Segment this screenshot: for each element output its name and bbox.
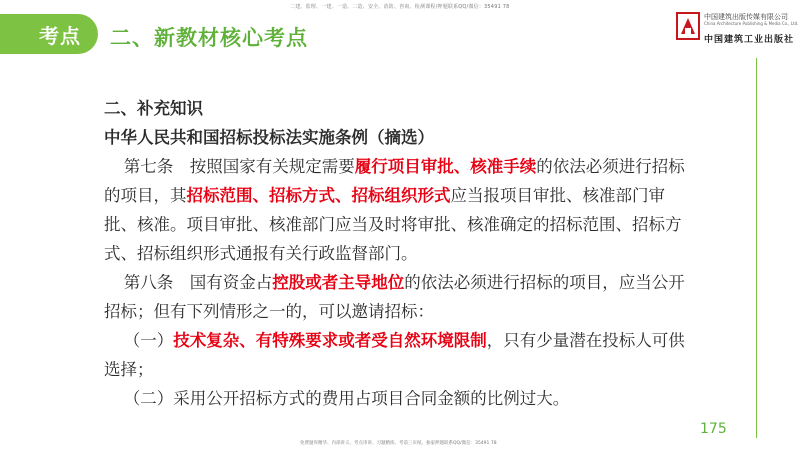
item-1-number: （一） xyxy=(123,331,174,350)
publisher-emblem-icon xyxy=(676,12,700,40)
publisher-name-line: 中国建筑出版传媒有限公司 xyxy=(704,13,788,21)
subheading-supplement: 二、补充知识 xyxy=(104,99,203,118)
article-7-text-3: 应当报项目审批、核准部门审批、核准。项目审批、核准部门应当及时将审批、核准确定的招标范围、招标方式、招标组织形式通报有关行政监督部门。 xyxy=(104,186,682,263)
article-7 xyxy=(104,152,694,268)
article-8-text-1: 第八条 国有资金占 xyxy=(123,273,273,292)
publisher-logo xyxy=(676,10,799,46)
section-title: 二、新教材核心考点 xyxy=(110,26,308,50)
article-8-item-2: （二）采用公开招标方式的费用占项目合同金额的比例过大。 xyxy=(123,389,570,408)
article-8 xyxy=(104,268,694,326)
publisher-brand-line: 中国建筑工业出版社 xyxy=(704,35,795,45)
article-7-text-1: 第七条 按照国家有关规定需要 xyxy=(123,157,355,176)
article-8-highlight-1: 控股或者主导地位 xyxy=(272,273,405,292)
right-divider xyxy=(756,58,757,438)
article-7-text-2: 的依法必须进行招标的项目，其 xyxy=(104,157,685,205)
article-8-text-2: 的依法必须进行招标的项目，应当公开招标；但有下列情形之一的，可以邀请招标： xyxy=(104,273,685,321)
item-1-highlight: 技术复杂、有特殊要求或者受自然环境限制 xyxy=(173,331,487,350)
article-7-highlight-2: 招标范围、招标方式、招标组织形式 xyxy=(186,186,451,205)
article-8-item-1 xyxy=(104,326,694,384)
regulation-title: 中华人民共和国招标投标法实施条例（摘选） xyxy=(104,128,434,147)
bottom-contact-note: 免费题库精华、内部讲义、考点串讲、习题精炼、考前三页纸、独家押题联系QQ/微信：35491 78 xyxy=(300,441,497,446)
kaodian-badge: 考点 xyxy=(22,14,98,54)
top-contact-note: 二建、监理、一建、一造、二造、安全、消防、咨询、检测课程/押题联系QQ/微信：35491 78 xyxy=(290,4,510,10)
item-1-text: ，只有少量潜在投标人可供选择； xyxy=(104,331,685,379)
page-number: 175 xyxy=(700,421,727,437)
article-7-highlight-1: 履行项目审批、核准手续 xyxy=(354,157,537,176)
publisher-english-line: China Architecture Publishing & Media Co., Ltd. xyxy=(704,21,799,26)
slide-content xyxy=(104,94,694,413)
